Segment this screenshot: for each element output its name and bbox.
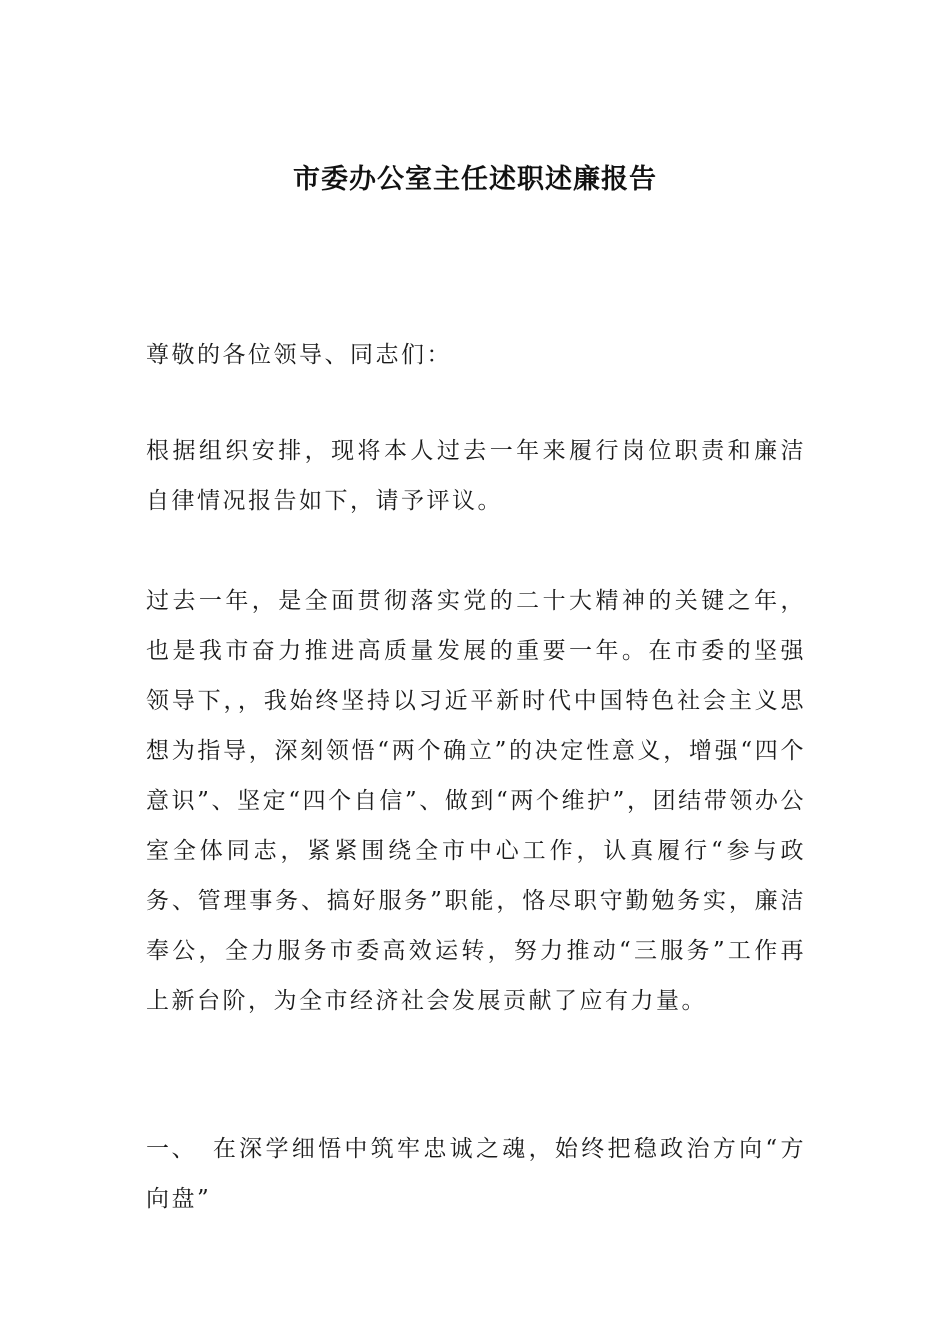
document-title: 市委办公室主任述职述廉报告 [293,164,657,195]
overview-paragraph: 过去一年，是全面贯彻落实党的二十大精神的关键之年，也是我市奋力推进高质量发展的重要一年。在市委的坚强领导下，，我始终坚持以习近平新时代中国特色社会主义思想为指导，深刻领悟“两个确立”的决定性意义，增强“四个意识”、坚定“四个自信”、做到“两个维护”，团结带领办公室全体同志，紧紧围绕全市中心工作，认真履行“参与政务、管理事务、搞好服务”职能，恪尽职守勤勉务实，廉洁奉公，全力服务市委高效运转，努力推动“三服务”工作再上新台阶，为全市经济社会发展贡献了应有力量。 [146,588,806,1014]
section-heading-1 [146,1124,806,1224]
intro-paragraph: 根据组织安排，现将本人过去一年来履行岗位职责和廉洁自律情况报告如下，请予评议。 [146,438,806,514]
salutation: 尊敬的各位领导、同志们： [146,342,452,368]
section-heading-number: 一、 [146,1136,197,1162]
section-heading-text: 在深学细悟中筑牢忠诚之魂，始终把稳政治方向“方向盘” [146,1136,806,1212]
